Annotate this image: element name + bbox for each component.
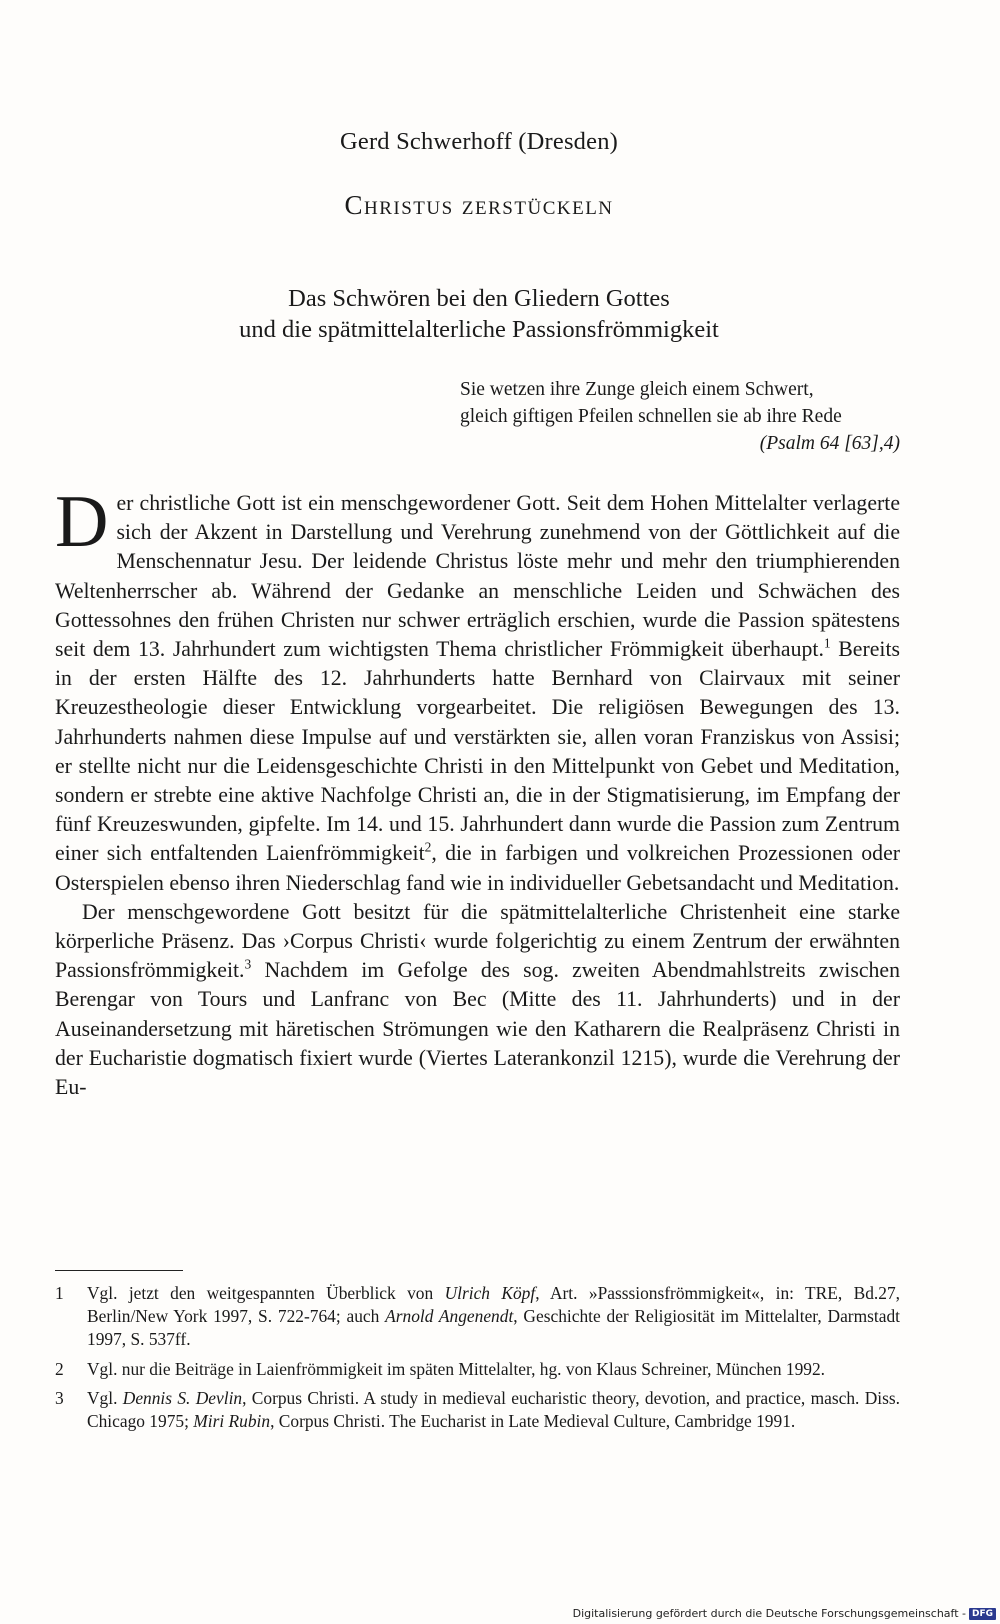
epigraph-reference: (Psalm 64 [63],4) <box>759 433 900 454</box>
footnote-text: , Corpus Christi. The Eucharist in Late Medieval Culture, Cambridge 1991. <box>270 1411 796 1432</box>
footnote-author: Arnold Angenendt <box>385 1306 514 1327</box>
digitization-note: Digitalisierung gefördert durch die Deutsche Forschungsgemeinschaft - <box>572 1607 966 1620</box>
footnote-text: Vgl. jetzt den weitgespannten Überblick von <box>87 1283 445 1303</box>
paragraph-2-text-b: Nachdem im Gefolge des sog. zweiten Abendmahlstreits zwischen Berengar von Tours und Lanfranc von Bec (Mitte des 11. Jahrhunderts) und in der Auseinandersetzung mit häretischen Strömungen wie den Katharern die Realpräsenz Christi in der Eucharistie dogmatisch fixiert wurde (Viertes Laterankonzil 1215), wurde die Verehrung der Eu- <box>55 958 900 1100</box>
paragraph-1-text-c: , die in farbigen und volkreichen Prozessionen oder Osterspielen ebenso ihren Niederschlag fand wie in individueller Gebetsandacht und Meditation. <box>55 841 901 895</box>
epigraph-line-1: Sie wetzen ihre Zunge gleich einem Schwert, <box>460 379 814 400</box>
footnote-author: Miri Rubin <box>193 1411 271 1432</box>
footnote-separator <box>55 1270 183 1271</box>
epigraph <box>460 376 900 457</box>
footnote-text: , Geschichte der Religiosität im Mittelalter, Darmstadt 1997, S. 537ff. <box>87 1306 900 1350</box>
paragraph-2-text-a: Der menschgewordene Gott besitzt für die spätmittelalterliche Christenheit eine starke körperliche Präsenz. Das ›Corpus Christi‹ wurde folgerichtig zu einem Zentrum der erwähnten Passionsfrömmigkeit. <box>55 899 900 983</box>
paragraph-1 <box>55 481 901 898</box>
footnote-ref-2: 2 <box>424 840 432 856</box>
footnote-number: 2 <box>55 1358 64 1379</box>
footnote-ref-1: 1 <box>823 635 831 651</box>
footnote-number: 1 <box>55 1283 64 1303</box>
footnotes <box>55 1282 900 1439</box>
drop-cap: D <box>55 481 109 563</box>
author-line: Gerd Schwerhoff (Dresden) <box>339 128 619 155</box>
chapter-subtitle <box>0 283 958 345</box>
footnote-3 <box>55 1387 900 1433</box>
body-text <box>55 481 901 1102</box>
subtitle-line-1: Das Schwören bei den Gliedern Gottes <box>288 285 670 312</box>
footnote-author: Ulrich Köpf <box>444 1283 536 1303</box>
footnote-text: Vgl. <box>87 1387 123 1408</box>
digitization-footer <box>573 1607 996 1620</box>
dfg-logo-icon: DFG <box>969 1608 996 1620</box>
footnote-1 <box>55 1282 900 1352</box>
paragraph-1-text-a: er christliche Gott ist ein menschgewordener Gott. Seit dem Hohen Mittelalter verlagerte sich der Akzent in Darstellung und Verehrung zunehmend von der Göttlichkeit auf die Menschennatur Jesu. Der leidende Christus löste mehr und mehr den triumphierenden Weltenherrscher ab. Während der Gedanke an menschliche Leiden und Schwächen des Gottessohnes den frühen Christen nur schwer erträglich erschien, wurde die Passion spätestens seit dem 13. Jahrhundert zum wichtigsten Thema christlicher Frömmigkeit überhaupt. <box>55 491 900 662</box>
chapter-title: Christus zerstückeln <box>344 190 614 220</box>
paragraph-2 <box>55 898 900 1102</box>
footnote-number: 3 <box>55 1387 64 1408</box>
footnote-2 <box>55 1358 900 1381</box>
footnote-text: Vgl. nur die Beiträge in Laienfrömmigkeit im späten Mittelalter, hg. von Klaus Schreiner, München 1992. <box>87 1358 826 1379</box>
footnote-ref-3: 3 <box>244 956 252 972</box>
subtitle-line-2: und die spätmittelalterliche Passionsfrömmigkeit <box>239 316 719 343</box>
footnote-text: , Corpus Christi. A study in medieval eucharistic theory, devotion, and practice, masch. Diss. Chicago 1975; <box>87 1387 900 1432</box>
footnote-author: Dennis S. Devlin <box>122 1387 243 1408</box>
epigraph-line-2: gleich giftigen Pfeilen schnellen sie ab ihre Rede <box>460 406 842 427</box>
paragraph-1-text-b: Bereits in der ersten Hälfte des 12. Jahrhunderts hatte Bernhard von Clairvaux mit seiner Kreuzestheologie dieser Entwicklung vorgearbeitet. Die religiösen Bewegungen des 13. Jahrhunderts nahmen diese Impulse auf und verstärkten sie, allen voran Franziskus von Assisi; er stellte nicht nur die Leidensgeschichte Christi in den Mittelpunkt von Gebet und Meditation, sondern er strebte eine aktive Nachfolge Christi an, die in der Stigmatisierung, im Empfang der fünf Kreuzeswunden, gipfelte. Im 14. und 15. Jahrhundert dann wurde die Passion zum Zentrum einer sich entfaltenden Laienfrömmigkeit <box>55 637 900 866</box>
footnote-text: , Art. »Passsionsfrömmigkeit«, in: TRE, Bd.27, Berlin/New York 1997, S. 722-764; auch <box>87 1283 900 1327</box>
